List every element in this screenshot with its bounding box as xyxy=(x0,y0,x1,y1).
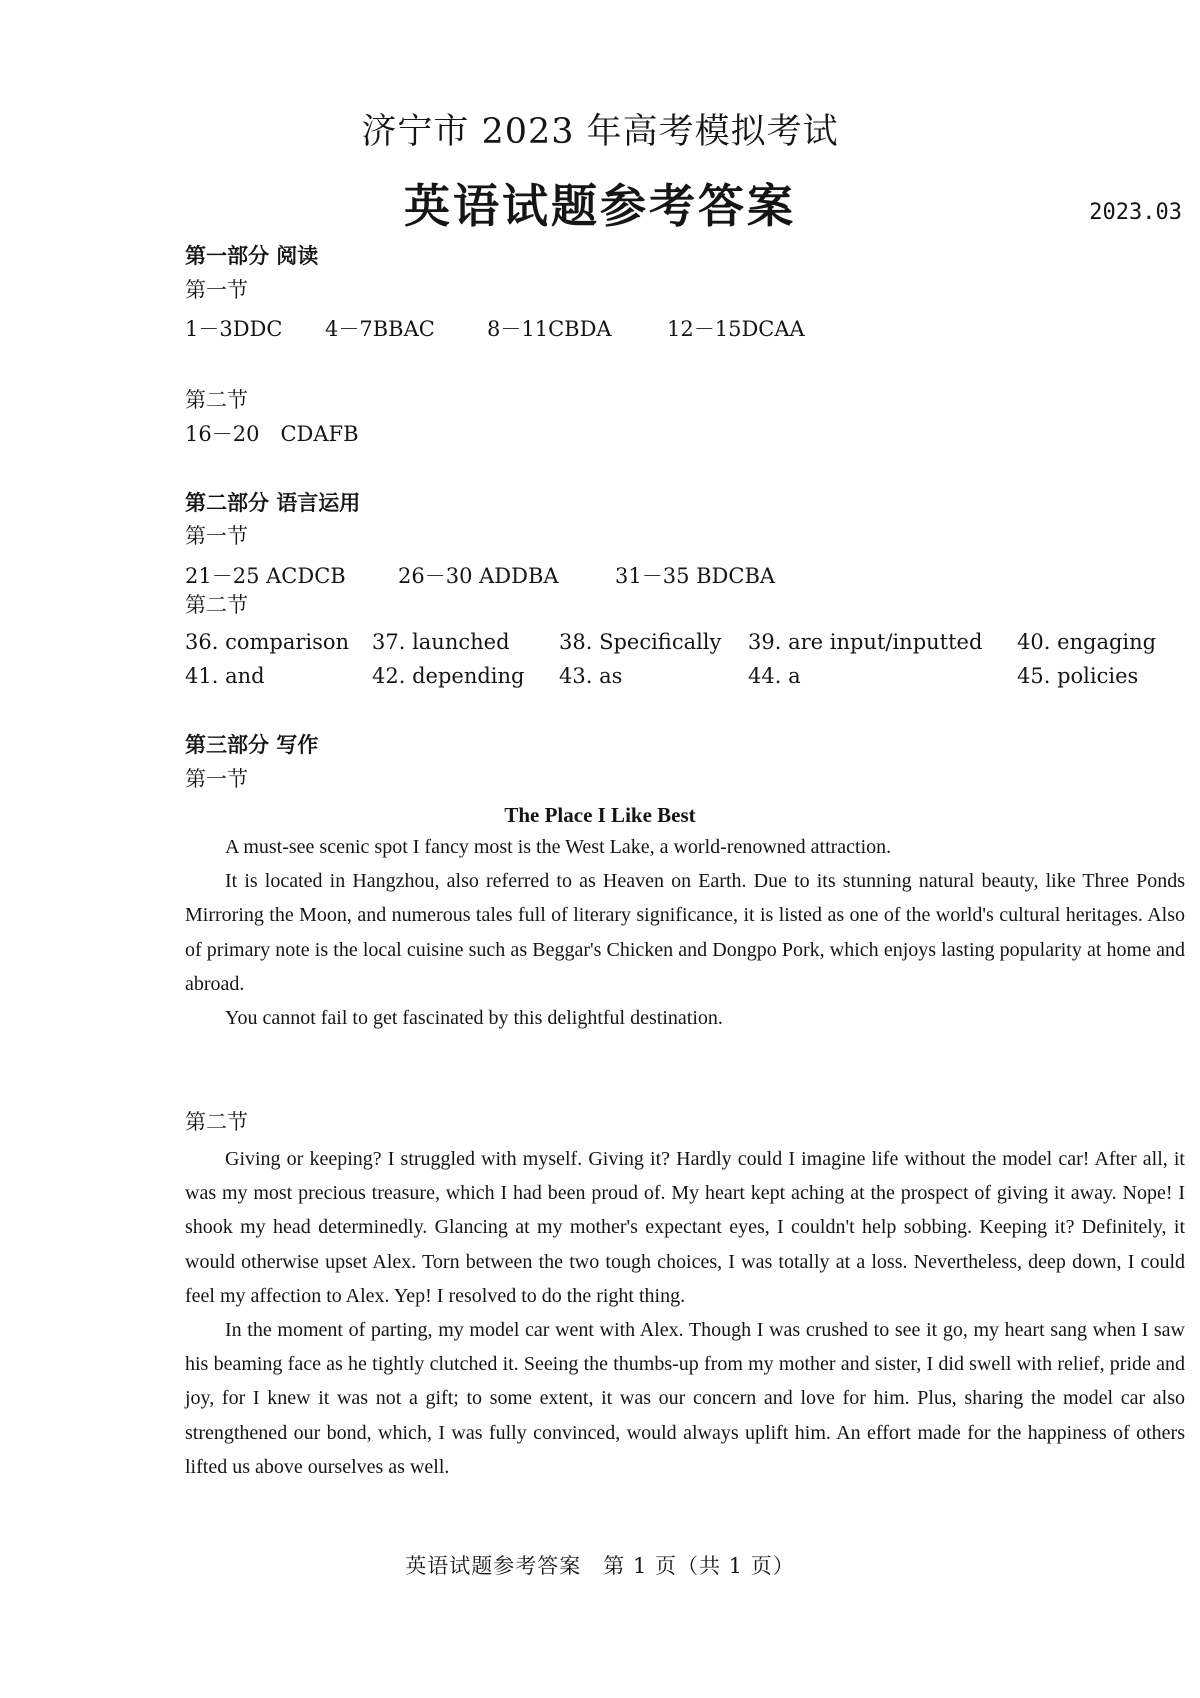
answer-group: 4－7BBAC xyxy=(325,317,435,341)
part1-title: 第一部分 阅读 xyxy=(185,244,319,268)
answer-item: 40. engaging xyxy=(1017,630,1157,654)
answer-item: 38. Specifically xyxy=(559,630,722,654)
essay-title: The Place I Like Best xyxy=(504,803,696,827)
part3-section2-title: 第二节 xyxy=(185,1110,248,1134)
part2-section2-row2 xyxy=(185,664,1195,690)
part2-section1-title: 第一节 xyxy=(185,524,248,548)
page-footer: 英语试题参考答案 第 1 页（共 1 页） xyxy=(405,1554,795,1578)
answer-item: 41. and xyxy=(185,664,265,688)
essay-paragraph: It is located in Hangzhou, also referred to as Heaven on Earth. Due to its stunning natural beauty, like Three Ponds Mirroring the Moon, and numerous tales full of literary significance, it is listed as one of the world's cultural heritages. Also of primary note is the local cuisine such as Beggar's Chicken and Dongpo Pork, which enjoys lasting popularity at home and abroad. xyxy=(185,870,1185,995)
answer-group: 12－15DCAA xyxy=(667,317,805,341)
part1-section2-answers: 16－20 CDAFB xyxy=(185,422,359,446)
part1-section2-title: 第二节 xyxy=(185,388,248,412)
document-title: 英语试题参考答案 xyxy=(404,179,796,233)
answer-group: 21－25 ACDCB xyxy=(185,564,346,588)
part2-section2-row1 xyxy=(185,630,1195,656)
answer-item: 36. comparison xyxy=(185,630,350,654)
answer-group: 1－3DDC xyxy=(185,317,283,341)
answer-item: 45. policies xyxy=(1017,664,1139,688)
answer-item: 44. a xyxy=(748,664,801,688)
part3-title: 第三部分 写作 xyxy=(185,733,319,757)
answer-item: 37. launched xyxy=(372,630,510,654)
part1-section1-answers xyxy=(185,313,1195,339)
answer-item: 39. are input/inputted xyxy=(748,630,983,654)
answer-item: 42. depending xyxy=(372,664,525,688)
answer-item: 43. as xyxy=(559,664,623,688)
part2-title: 第二部分 语言运用 xyxy=(185,491,361,515)
essay-paragraph: You cannot fail to get fascinated by this delightful destination. xyxy=(225,1007,723,1030)
part1-section1-title: 第一节 xyxy=(185,278,248,302)
answer-group: 8－11CBDA xyxy=(487,317,612,341)
essay-paragraph: Giving or keeping? I struggled with myself. Giving it? Hardly could I imagine life without the model car! After all, it was my most precious treasure, which I had been proud of. My heart kept aching at the prospect of giving it away. Nope! I shook my head determinedly. Glancing at my mother's expectant eyes, I couldn't help sobbing. Keeping it? Definitely, it would otherwise upset Alex. Torn between the two tough choices, I was totally at a loss. Nevertheless, deep down, I could feel my affection to Alex. Yep! I resolved to do the right thing. xyxy=(185,1148,1185,1307)
part2-section2-title: 第二节 xyxy=(185,593,248,617)
answer-group: 26－30 ADDBA xyxy=(398,564,559,588)
essay-section2 xyxy=(185,1142,1185,1484)
answer-group: 31－35 BDCBA xyxy=(615,564,776,588)
document-date: 2023.03 xyxy=(1089,200,1182,225)
essay-paragraph: In the moment of parting, my model car went with Alex. Though I was crushed to see it go, my heart sang when I saw his beaming face as he tightly clutched it. Seeing the thumbs-up from my mother and sister, I did swell with relief, pride and joy, for I knew it was not a gift; to some extent, it was our concern and love for him. Plus, sharing the model car also strengthened our bond, which, I was fully convinced, would always uplift him. An effort made for the happiness of others lifted us above ourselves as well. xyxy=(185,1319,1185,1478)
exam-title: 济宁市 2023 年高考模拟考试 xyxy=(361,112,839,152)
part2-section1-answers xyxy=(185,560,1195,586)
essay-paragraph: A must-see scenic spot I fancy most is the West Lake, a world-renowned attraction. xyxy=(225,836,892,858)
essay-section1 xyxy=(185,830,1185,1035)
part3-section1-title: 第一节 xyxy=(185,767,248,791)
